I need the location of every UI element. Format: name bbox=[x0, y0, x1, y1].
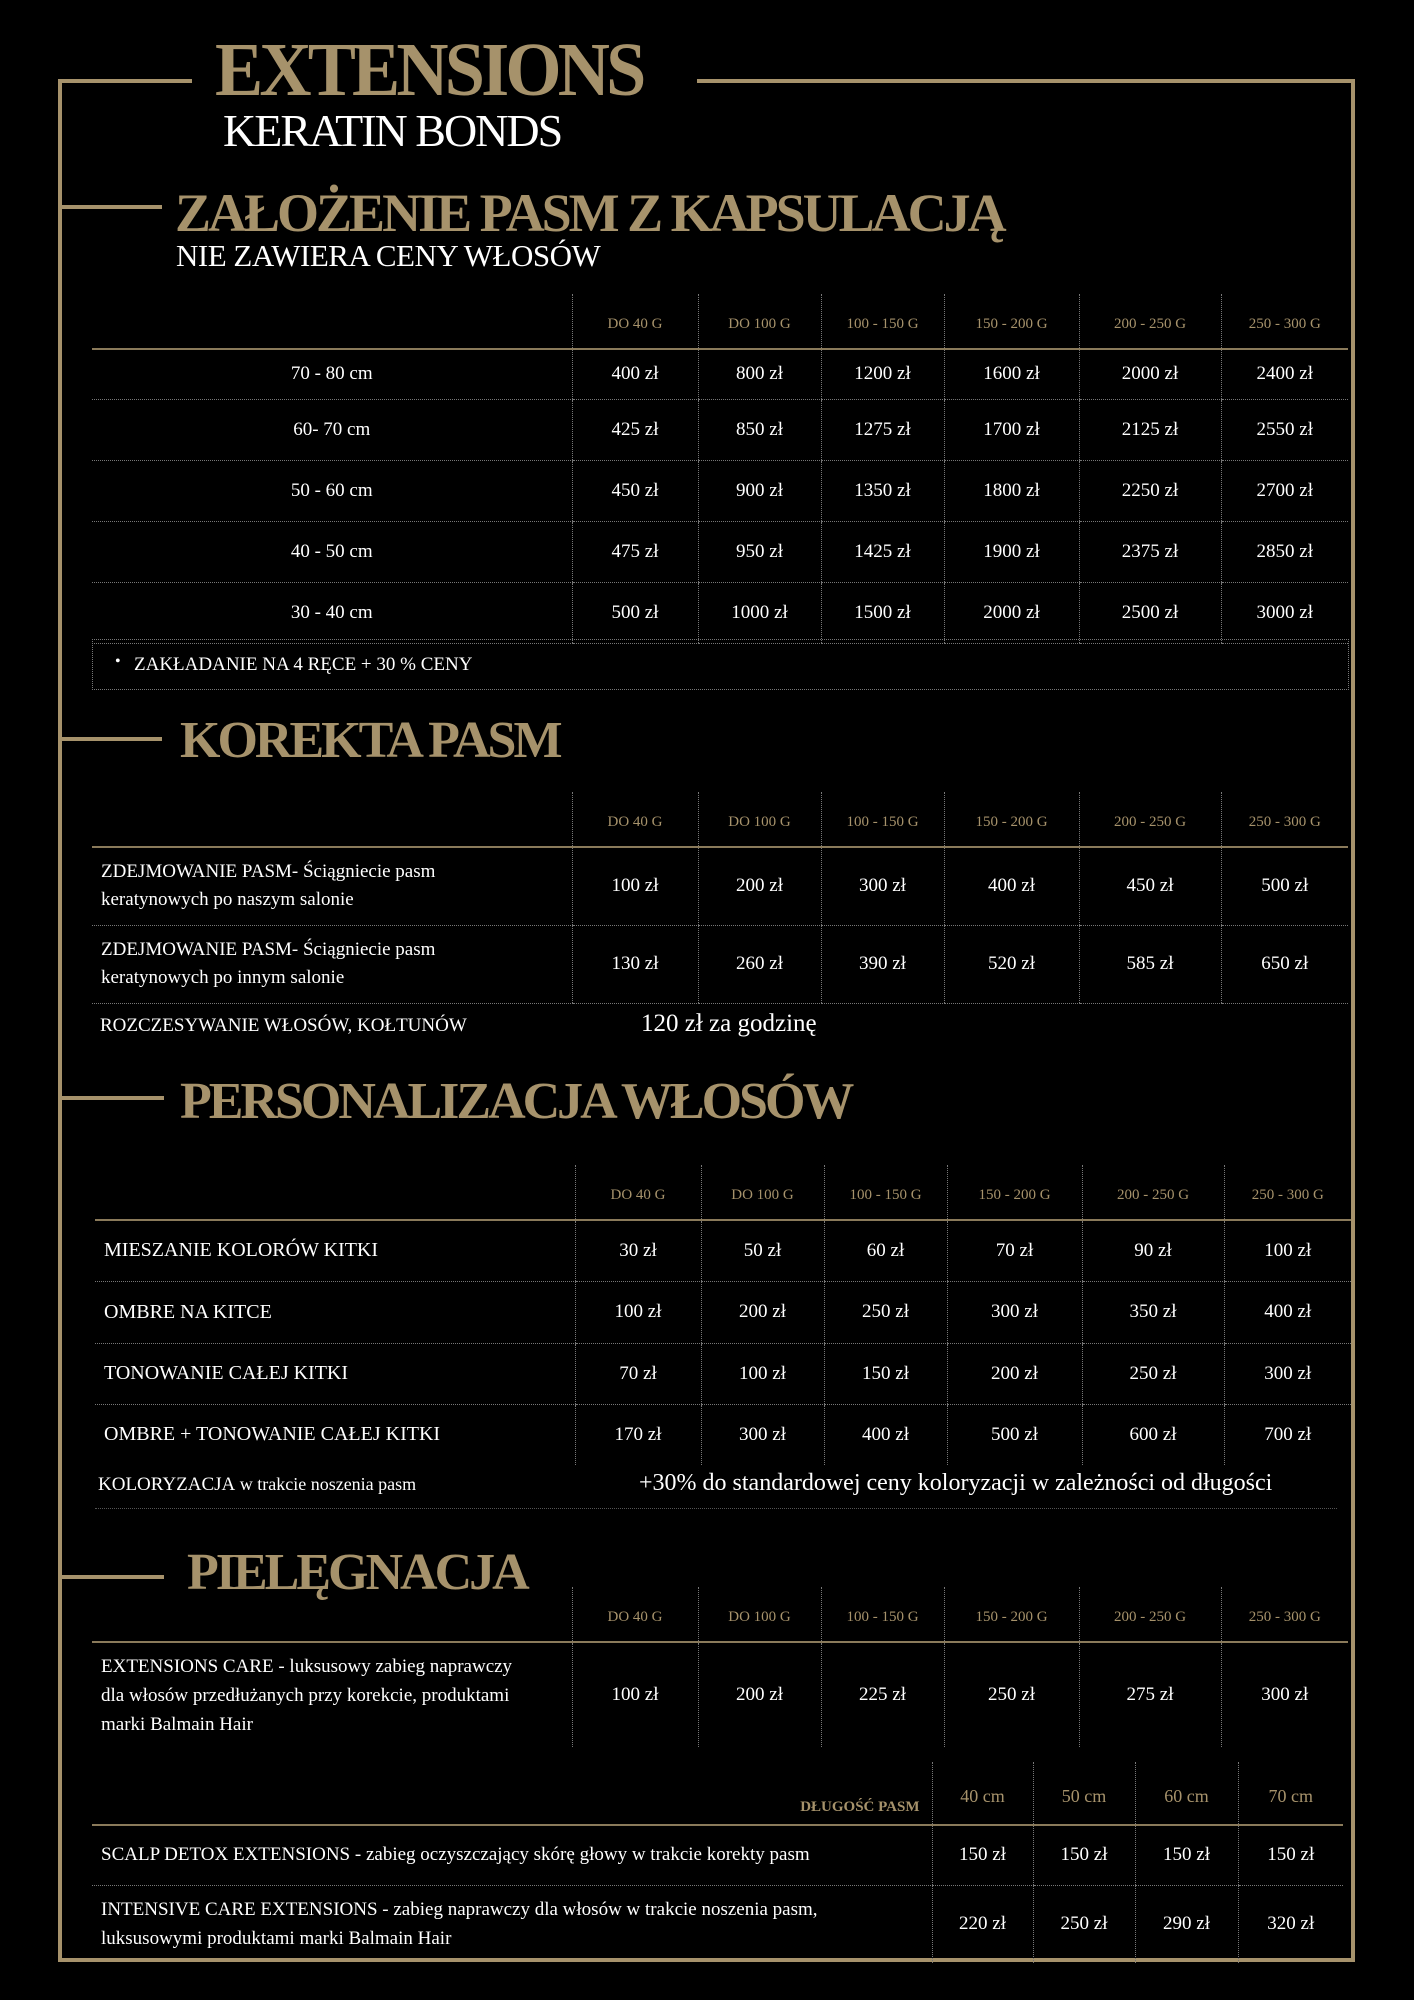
price-cell: 1425 zł bbox=[821, 521, 944, 582]
col-header: 40 cm bbox=[932, 1762, 1033, 1825]
price-cell: 500 zł bbox=[1221, 847, 1348, 925]
price-cell: 2250 zł bbox=[1079, 460, 1221, 521]
price-cell: 400 zł bbox=[944, 847, 1079, 925]
price-cell: 3000 zł bbox=[1221, 582, 1348, 643]
extra-value: +30% do standardowej ceny koloryzacji w zależności od długości bbox=[639, 1470, 1273, 1496]
price-cell: 250 zł bbox=[824, 1281, 947, 1343]
row-label-line: ZDEJMOWANIE PASM- Ściągniecie pasm bbox=[101, 939, 436, 960]
table-row bbox=[92, 1642, 1348, 1747]
col-header: 50 cm bbox=[1033, 1762, 1135, 1825]
price-cell: 290 zł bbox=[1135, 1885, 1238, 1963]
note-box bbox=[92, 639, 1349, 690]
col-header: 150 - 200 G bbox=[944, 294, 1079, 349]
table-pielegnacja bbox=[92, 1587, 1348, 1747]
price-cell: 250 zł bbox=[1033, 1885, 1135, 1963]
table-row bbox=[92, 349, 1348, 399]
price-cell: 425 zł bbox=[572, 399, 698, 460]
section-title-pielegnacja: PIELĘGNACJA bbox=[187, 1544, 527, 1601]
price-cell: 1500 zł bbox=[821, 582, 944, 643]
col-header: DO 100 G bbox=[698, 294, 821, 349]
price-cell: 100 zł bbox=[575, 1281, 701, 1343]
price-cell: 60 zł bbox=[824, 1220, 947, 1281]
price-cell: 150 zł bbox=[1135, 1825, 1238, 1885]
row-label bbox=[92, 847, 572, 925]
price-cell: 260 zł bbox=[698, 925, 821, 1003]
price-cell: 2375 zł bbox=[1079, 521, 1221, 582]
price-cell: 1000 zł bbox=[698, 582, 821, 643]
col-header: DO 40 G bbox=[575, 1165, 701, 1220]
section-title-personalizacja: PERSONALIZACJA WŁOSÓW bbox=[180, 1073, 852, 1130]
col-header: 150 - 200 G bbox=[944, 792, 1079, 847]
page-title: EXTENSIONS bbox=[215, 28, 643, 112]
price-cell: 100 zł bbox=[1224, 1220, 1351, 1281]
price-cell: 2500 zł bbox=[1079, 582, 1221, 643]
row-label: OMBRE NA KITCE bbox=[95, 1281, 575, 1343]
price-cell: 650 zł bbox=[1221, 925, 1348, 1003]
table-korekta bbox=[92, 792, 1348, 1004]
row-label-line: INTENSIVE CARE EXTENSIONS - zabieg naprawczy dla włosów w trakcie noszenia pasm, bbox=[101, 1899, 818, 1921]
price-cell: 300 zł bbox=[701, 1404, 824, 1465]
row-label: 70 - 80 cm bbox=[92, 349, 572, 399]
col-header: DO 100 G bbox=[698, 792, 821, 847]
col-header: 200 - 250 G bbox=[1079, 294, 1221, 349]
price-cell: 100 zł bbox=[572, 1642, 698, 1747]
price-cell: 450 zł bbox=[1079, 847, 1221, 925]
price-cell: 150 zł bbox=[1238, 1825, 1343, 1885]
table-row bbox=[92, 847, 1348, 925]
col-header: 60 cm bbox=[1135, 1762, 1238, 1825]
frame-left bbox=[58, 79, 62, 1962]
price-cell: 300 zł bbox=[1224, 1343, 1351, 1404]
col-header: 250 - 300 G bbox=[1224, 1165, 1351, 1220]
price-cell: 400 zł bbox=[572, 349, 698, 399]
price-cell: 250 zł bbox=[1082, 1343, 1224, 1404]
price-cell: 800 zł bbox=[698, 349, 821, 399]
extra-value: 120 zł za godzinę bbox=[641, 1010, 817, 1037]
section-dash bbox=[62, 737, 162, 741]
price-cell: 500 zł bbox=[947, 1404, 1082, 1465]
price-cell: 150 zł bbox=[1033, 1825, 1135, 1885]
table-row bbox=[92, 460, 1348, 521]
price-cell: 1200 zł bbox=[821, 349, 944, 399]
col-header: DO 40 G bbox=[572, 1587, 698, 1642]
col-header: DO 40 G bbox=[572, 792, 698, 847]
price-cell: 300 zł bbox=[947, 1281, 1082, 1343]
price-cell: 130 zł bbox=[572, 925, 698, 1003]
price-cell: 1275 zł bbox=[821, 399, 944, 460]
table-row bbox=[95, 1281, 1351, 1343]
note-text: ZAKŁADANIE NA 4 RĘCE + 30 % CENY bbox=[134, 654, 473, 675]
row-label-line: keratynowych po innym salonie bbox=[101, 967, 345, 988]
col-header: 200 - 250 G bbox=[1079, 1587, 1221, 1642]
price-cell: 450 zł bbox=[572, 460, 698, 521]
col-header: DO 100 G bbox=[698, 1587, 821, 1642]
row-label: TONOWANIE CAŁEJ KITKI bbox=[95, 1343, 575, 1404]
row-label bbox=[92, 1885, 932, 1963]
col-header: 200 - 250 G bbox=[1082, 1165, 1224, 1220]
price-cell: 350 zł bbox=[1082, 1281, 1224, 1343]
col-header: 250 - 300 G bbox=[1221, 1587, 1348, 1642]
price-cell: 1350 zł bbox=[821, 460, 944, 521]
price-cell: 200 zł bbox=[947, 1343, 1082, 1404]
price-cell: 150 zł bbox=[824, 1343, 947, 1404]
price-cell: 200 zł bbox=[698, 847, 821, 925]
price-cell: 475 zł bbox=[572, 521, 698, 582]
price-cell: 700 zł bbox=[1224, 1404, 1351, 1465]
price-cell: 1700 zł bbox=[944, 399, 1079, 460]
row-label bbox=[92, 1642, 572, 1747]
price-cell: 170 zł bbox=[575, 1404, 701, 1465]
row-label: SCALP DETOX EXTENSIONS - zabieg oczyszczający skórę głowy w trakcie korekty pasm bbox=[92, 1825, 932, 1885]
price-cell: 600 zł bbox=[1082, 1404, 1224, 1465]
col-header: 100 - 150 G bbox=[824, 1165, 947, 1220]
price-cell: 900 zł bbox=[698, 460, 821, 521]
row-label-line: dla włosów przedłużanych przy korekcie, produktami bbox=[101, 1684, 510, 1706]
price-cell: 150 zł bbox=[932, 1825, 1033, 1885]
price-cell: 2125 zł bbox=[1079, 399, 1221, 460]
price-cell: 90 zł bbox=[1082, 1220, 1224, 1281]
price-cell: 950 zł bbox=[698, 521, 821, 582]
row-label: MIESZANIE KOLORÓW KITKI bbox=[95, 1220, 575, 1281]
price-cell: 500 zł bbox=[572, 582, 698, 643]
table-row bbox=[92, 1825, 1343, 1885]
price-cell: 70 zł bbox=[575, 1343, 701, 1404]
table-personalizacja bbox=[95, 1165, 1351, 1465]
price-cell: 1600 zł bbox=[944, 349, 1079, 399]
row-label-line: EXTENSIONS CARE - luksusowy zabieg naprawczy bbox=[101, 1655, 513, 1677]
frame-right bbox=[1351, 79, 1355, 1962]
section-title-korekta: KOREKTA PASM bbox=[180, 712, 560, 769]
table-row bbox=[95, 1404, 1351, 1465]
row-label-line: marki Balmain Hair bbox=[101, 1713, 253, 1735]
price-cell: 275 zł bbox=[1079, 1642, 1221, 1747]
price-cell: 100 zł bbox=[572, 847, 698, 925]
bullet-icon: • bbox=[115, 653, 121, 670]
table-row bbox=[92, 521, 1348, 582]
extra-label: KOLORYZACJA w trakcie noszenia pasm bbox=[98, 1474, 417, 1495]
row-label-line: ZDEJMOWANIE PASM- Ściągniecie pasm bbox=[101, 861, 436, 883]
frame-top-left bbox=[58, 79, 192, 83]
row-label: 50 - 60 cm bbox=[92, 460, 572, 521]
col-header: 250 - 300 G bbox=[1221, 792, 1348, 847]
price-cell: 220 zł bbox=[932, 1885, 1033, 1963]
col-header: 100 - 150 G bbox=[821, 792, 944, 847]
col-header: DO 100 G bbox=[701, 1165, 824, 1220]
price-cell: 2000 zł bbox=[944, 582, 1079, 643]
price-cell: 300 zł bbox=[821, 847, 944, 925]
table-row bbox=[92, 1885, 1343, 1963]
price-cell: 2700 zł bbox=[1221, 460, 1348, 521]
price-cell: 225 zł bbox=[821, 1642, 944, 1747]
table-zalozenie bbox=[92, 294, 1348, 644]
price-cell: 100 zł bbox=[701, 1343, 824, 1404]
length-header: DŁUGOŚĆ PASM bbox=[92, 1762, 932, 1825]
price-cell: 585 zł bbox=[1079, 925, 1221, 1003]
price-cell: 2550 zł bbox=[1221, 399, 1348, 460]
price-cell: 50 zł bbox=[701, 1220, 824, 1281]
col-header: 100 - 150 G bbox=[821, 1587, 944, 1642]
price-cell: 200 zł bbox=[701, 1281, 824, 1343]
price-cell: 400 zł bbox=[824, 1404, 947, 1465]
price-cell: 300 zł bbox=[1221, 1642, 1348, 1747]
price-cell: 1900 zł bbox=[944, 521, 1079, 582]
row-label-line: luksusowymi produktami marki Balmain Hair bbox=[101, 1928, 452, 1950]
price-cell: 400 zł bbox=[1224, 1281, 1351, 1343]
row-label: 40 - 50 cm bbox=[92, 521, 572, 582]
price-cell: 70 zł bbox=[947, 1220, 1082, 1281]
price-cell: 30 zł bbox=[575, 1220, 701, 1281]
row-label: OMBRE + TONOWANIE CAŁEJ KITKI bbox=[104, 1423, 441, 1446]
table-row bbox=[92, 925, 1348, 1003]
row-label bbox=[92, 925, 572, 1003]
table-row bbox=[92, 582, 1348, 643]
row-label: 30 - 40 cm bbox=[92, 582, 572, 643]
price-cell: 250 zł bbox=[944, 1642, 1079, 1747]
price-cell: 850 zł bbox=[698, 399, 821, 460]
price-cell: 320 zł bbox=[1238, 1885, 1343, 1963]
table-row bbox=[95, 1343, 1351, 1404]
frame-top-right bbox=[697, 79, 1355, 83]
table-row bbox=[92, 399, 1348, 460]
section-dash bbox=[62, 1096, 164, 1100]
table-dlugosc bbox=[92, 1762, 1343, 1963]
section-subtitle-zalozenie: NIE ZAWIERA CENY WŁOSÓW bbox=[176, 238, 601, 273]
price-cell: 2400 zł bbox=[1221, 349, 1348, 399]
price-cell: 520 zł bbox=[944, 925, 1079, 1003]
price-cell: 2000 zł bbox=[1079, 349, 1221, 399]
section-dash bbox=[62, 205, 162, 209]
col-header: DO 40 G bbox=[572, 294, 698, 349]
extra-label: ROZCZESYWANIE WŁOSÓW, KOŁTUNÓW bbox=[100, 1015, 467, 1036]
extra-row bbox=[95, 1460, 1337, 1509]
col-header: 150 - 200 G bbox=[947, 1165, 1082, 1220]
table-row bbox=[95, 1220, 1351, 1281]
col-header: 70 cm bbox=[1238, 1762, 1343, 1825]
col-header: 200 - 250 G bbox=[1079, 792, 1221, 847]
section-dash bbox=[62, 1575, 164, 1579]
section-title-zalozenie: ZAŁOŻENIE PASM Z KAPSULACJĄ bbox=[175, 183, 1004, 243]
price-cell: 390 zł bbox=[821, 925, 944, 1003]
row-label-line: keratynowych po naszym salonie bbox=[101, 889, 354, 911]
col-header: 250 - 300 G bbox=[1221, 294, 1348, 349]
col-header: 150 - 200 G bbox=[944, 1587, 1079, 1642]
price-cell: 2850 zł bbox=[1221, 521, 1348, 582]
col-header: 100 - 150 G bbox=[821, 294, 944, 349]
price-cell: 200 zł bbox=[698, 1642, 821, 1747]
page-subtitle: KERATIN BONDS bbox=[223, 105, 562, 156]
row-label: 60- 70 cm bbox=[92, 399, 572, 460]
price-cell: 1800 zł bbox=[944, 460, 1079, 521]
